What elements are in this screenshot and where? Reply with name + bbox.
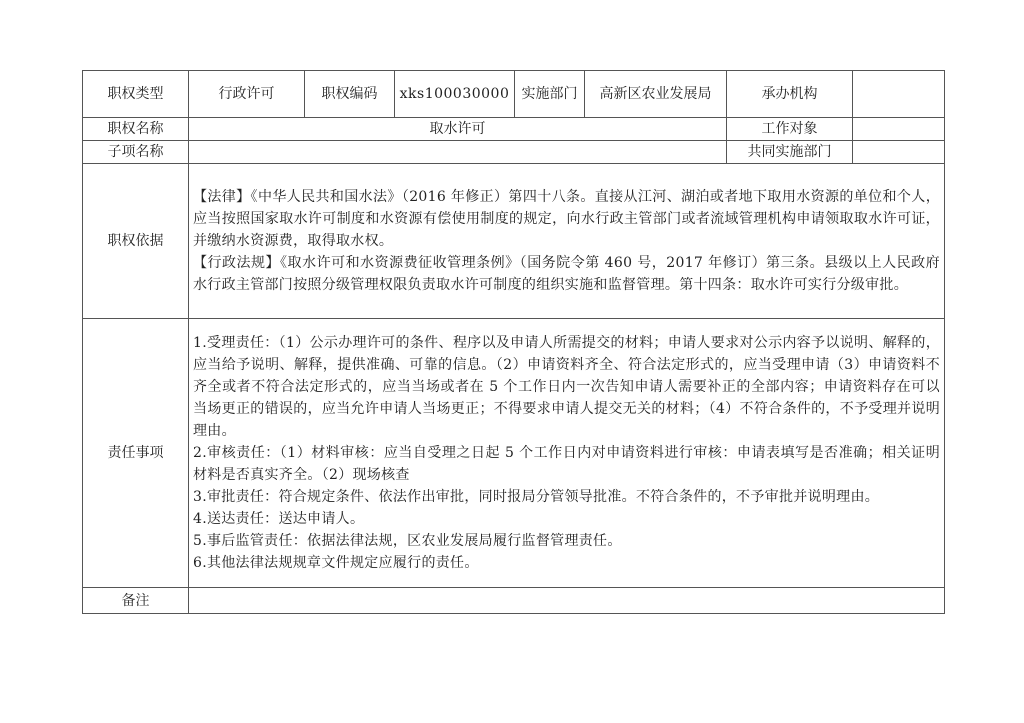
label-sub-item-name: 子项名称 bbox=[83, 141, 189, 164]
responsibility-paragraph: 3.审批责任：符合规定条件、依法作出审批，同时报局分管领导批准。不符合条件的，不予审批并说明理由。 bbox=[193, 489, 880, 505]
responsibility-paragraph: 5.事后监管责任：依据法律法规，区农业发展局履行监督管理责任。 bbox=[193, 533, 622, 549]
value-joint-dept bbox=[853, 141, 945, 164]
row-authority-name bbox=[83, 118, 945, 141]
value-authority-name: 取水许可 bbox=[189, 118, 727, 141]
label-authority-name: 职权名称 bbox=[83, 118, 189, 141]
row-responsibilities bbox=[83, 319, 945, 588]
basis-paragraph: 【法律】《中华人民共和国水法》（2016 年修正）第四十八条。直接从江河、湖泊或者地下取用水资源的单位和个人，应当按照国家取水许可制度和水资源有偿使用制度的规定，向水行政主管部门或者流域管理机构申请领取取水许可证，并缴纳水资源费，取得取水权。 bbox=[193, 189, 940, 249]
label-work-target: 工作对象 bbox=[727, 118, 853, 141]
label-authority-type: 职权类型 bbox=[83, 71, 189, 118]
label-handling-agency: 承办机构 bbox=[727, 71, 853, 118]
label-implementing-dept: 实施部门 bbox=[515, 71, 585, 118]
value-authority-code: xks100030000 bbox=[395, 71, 515, 118]
value-authority-type: 行政许可 bbox=[189, 71, 305, 118]
value-sub-item-name bbox=[189, 141, 727, 164]
label-authority-code: 职权编码 bbox=[305, 71, 395, 118]
label-authority-basis: 职权依据 bbox=[83, 164, 189, 319]
responsibility-paragraph: 1.受理责任：（1）公示办理许可的条件、程序以及申请人所需提交的材料；申请人要求对公示内容予以说明、解释的，应当给予说明、解释，提供准确、可靠的信息。（2）申请资料齐全、符合法定形式的，应当受理申请（3）申请资料不齐全或者不符合法定形式的，应当当场或者在 5 个工作日内一次告知申请人需要补正的全部内容；申请资料存在可以当场更正的错误的，应当允许申请人当场更正；不得要求申请人提交无关的材料；（4）不符合条件的，不予受理并说明理由。 bbox=[193, 335, 940, 439]
responsibility-paragraph: 2.审核责任：（1）材料审核：应当自受理之日起 5 个工作日内对申请资料进行审核：申请表填写是否准确；相关证明材料是否真实齐全。（2）现场核查 bbox=[193, 445, 940, 483]
row-basic-info bbox=[83, 71, 945, 118]
authority-form-table bbox=[82, 70, 945, 614]
value-implementing-dept: 高新区农业发展局 bbox=[585, 71, 727, 118]
value-responsibilities bbox=[189, 319, 945, 588]
row-remarks bbox=[83, 588, 945, 614]
value-authority-basis bbox=[189, 164, 945, 319]
value-remarks bbox=[189, 588, 945, 614]
value-work-target bbox=[853, 118, 945, 141]
basis-paragraph: 【行政法规】《取水许可和水资源费征收管理条例》（国务院令第 460 号，2017 年修订）第三条。县级以上人民政府水行政主管部门按照分级管理权限负责取水许可制度的组织实施和监督管理。第十四条：取水许可实行分级审批。 bbox=[193, 255, 940, 293]
responsibility-paragraph: 6.其他法律法规规章文件规定应履行的责任。 bbox=[193, 555, 479, 571]
row-sub-item bbox=[83, 141, 945, 164]
value-handling-agency bbox=[853, 71, 945, 118]
row-authority-basis bbox=[83, 164, 945, 319]
label-responsibilities: 责任事项 bbox=[83, 319, 189, 588]
responsibility-paragraph: 4.送达责任：送达申请人。 bbox=[193, 511, 365, 527]
label-joint-dept: 共同实施部门 bbox=[727, 141, 853, 164]
label-remarks: 备注 bbox=[83, 588, 189, 614]
